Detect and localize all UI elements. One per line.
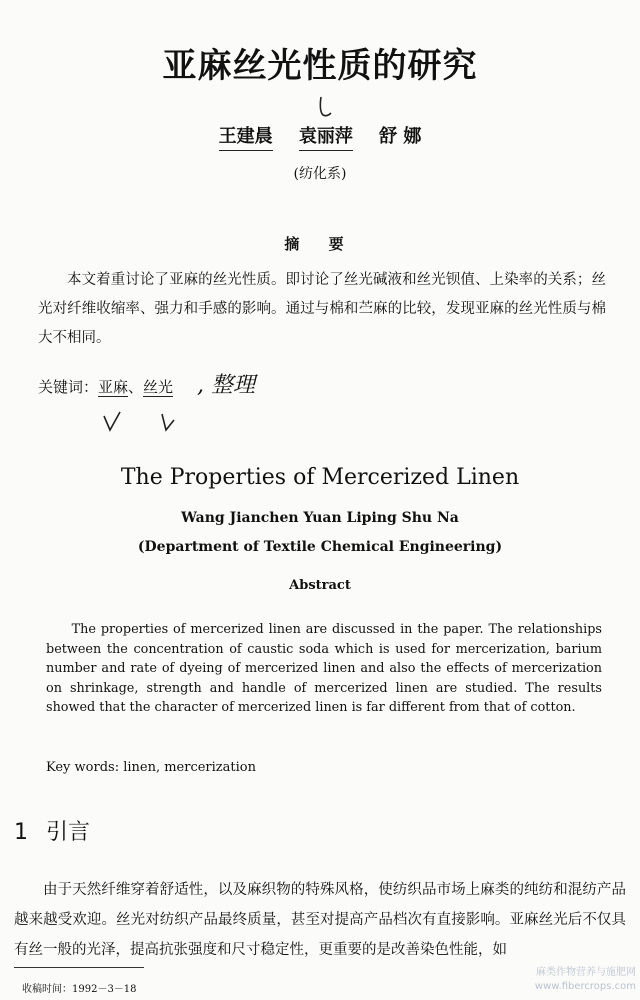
watermark [508, 966, 636, 994]
watermark-line-2: www.fibercrops.com [534, 981, 636, 992]
handwritten-check-mark [315, 95, 335, 121]
en-department: (Department of Textile Chemical Engineering) [137, 539, 503, 555]
section-number: 1 [14, 820, 28, 845]
handwritten-check-marks [98, 406, 198, 436]
cn-abstract: 本文着重讨论了亚麻的丝光性质。即讨论了丝光碱液和丝光钡值、上染率的关系；丝光对纤维收缩率、强力和手感的影响。通过与棉和苎麻的比较，发现亚麻的丝光性质与棉大不相同。 [38, 272, 606, 346]
cn-author-1: 王建晨 [219, 122, 273, 151]
footnote: 收稿时间：1992－3－18 [22, 984, 137, 995]
cn-keywords: 关键词：亚麻、丝光 [38, 378, 174, 396]
footnote-divider [14, 967, 144, 968]
section-heading [14, 815, 90, 846]
cn-keyword-2: 丝光 [143, 378, 174, 396]
en-title: The Properties of Mercerized Linen [120, 465, 520, 490]
watermark-line-1: 麻类作物营养与施肥网 [536, 967, 636, 978]
en-abstract-heading: Abstract [289, 578, 351, 593]
cn-abstract-heading: 摘 要 [284, 235, 356, 253]
handwritten-keyword: , 整理 [197, 373, 255, 398]
en-abstract: The properties of mercerized linen are discussed in the paper. The relationships between the concentration of caustic soda which is used for mercerization, barium number and rate of dyeing of mercerized linen and also the effects of mercerization on shrinkage, strength and handle of mercerized linen are studied. The results showed that the character of mercerized linen is far different from that of cotton. [46, 622, 602, 715]
en-authors: Wang Jianchen Yuan Liping Shu Na [181, 510, 459, 526]
en-keywords: Key words: linen, mercerization [46, 760, 256, 775]
cn-author-3: 舒 娜 [379, 126, 422, 147]
body-paragraph: 由于天然纤维穿着舒适性，以及麻织物的特殊风格，使纺织品市场上麻类的纯纺和混纺产品越来越受欢迎。丝光对纺织产品最终质量，甚至对提高产品档次有直接影响。亚麻丝光后不仅具有丝一般的光泽，提高抗张强度和尺寸稳定性，更重要的是改善染色性能，如 [14, 882, 626, 958]
cn-keywords-label: 关键词： [38, 378, 99, 396]
cn-author-2: 袁丽萍 [299, 122, 353, 151]
cn-department: (纺化系) [293, 166, 347, 182]
section-title: 引言 [46, 820, 91, 845]
cn-keyword-1: 亚麻 [98, 378, 129, 396]
cn-title: 亚麻丝光性质的研究 [162, 46, 478, 86]
cn-authors [0, 122, 640, 151]
